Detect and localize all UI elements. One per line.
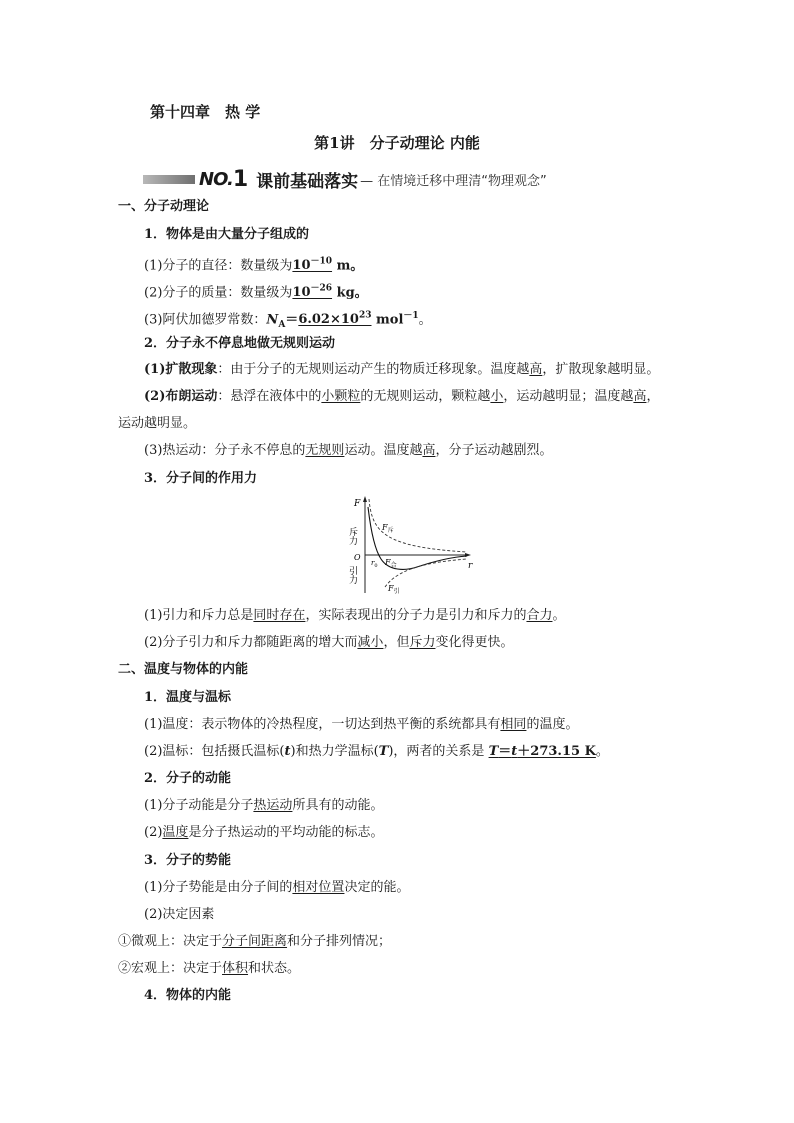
f-net-label: $F_合$ (385, 558, 397, 569)
text: 运动。温度越 (344, 443, 423, 458)
text: (2)分子的质量：数量级为 (144, 285, 293, 301)
banner-no: NO. (199, 168, 233, 190)
subsection-title: 2．分子的动能 (144, 771, 232, 786)
text: ，分子运动越剧烈。 (435, 443, 553, 458)
blank-answer: 高 (529, 362, 543, 377)
exponent: －1 (403, 311, 419, 321)
paragraph-line (118, 933, 391, 951)
text: ，但 (383, 635, 410, 650)
text: 10 (292, 258, 311, 274)
subsection-title: 3．分子的势能 (144, 853, 232, 868)
text: (2)分子引力和斥力都随距离的增大而 (144, 635, 358, 650)
symbol: t (284, 744, 291, 759)
blank-answer: 合力 (526, 608, 553, 623)
paragraph-line (144, 716, 578, 734)
x-axis-label: r (468, 561, 473, 571)
banner-bar (143, 175, 195, 184)
blank-answer: 体积 (222, 961, 249, 976)
blank-answer: 减小 (357, 635, 384, 650)
text: 。 (595, 744, 609, 759)
text: (2) (144, 825, 163, 840)
paragraph-line (144, 442, 552, 460)
text: 是分子热运动的平均动能的标志。 (188, 825, 384, 840)
subscript: A (278, 319, 286, 330)
text: 决定的能。 (344, 880, 410, 895)
banner-subtitle: — 在情境迁移中理清“物理观念” (360, 173, 547, 189)
paragraph-line (144, 253, 363, 275)
text: 。 (552, 608, 566, 623)
paragraph-line (144, 879, 409, 897)
blank-answer: 高 (633, 389, 647, 404)
text: ， (646, 389, 660, 404)
symbol: T (488, 744, 499, 759)
banner-title: 课前基础落实 (256, 171, 359, 192)
text: 的温度。 (526, 717, 579, 732)
text: ②宏观上：决定于 (118, 961, 223, 976)
blank-answer: 相同 (500, 717, 527, 732)
molecule-mass (292, 285, 332, 300)
text: )，两者的关系是 (388, 744, 489, 759)
subsection-title: 1．温度与温标 (144, 690, 232, 705)
text: 所具有的动能。 (292, 798, 384, 813)
text: (1)温度：表示物体的冷热程度，一切达到热平衡的系统都具有 (144, 717, 501, 732)
exponent: －10 (310, 257, 333, 267)
text: (1)分子的直径：数量级为 (144, 258, 293, 274)
text: (2)温标：包括摄氏温标( (144, 744, 285, 759)
subsection-title: 4．物体的内能 (144, 988, 232, 1003)
text: )和热力学温标( (290, 744, 379, 759)
text: 变化得更快。 (435, 635, 514, 650)
section-heading-1: 一、分子动理论 (118, 199, 210, 214)
text: ，运动越明显；温度越 (503, 389, 634, 404)
blank-answer: 同时存在 (253, 608, 306, 623)
paragraph-line (144, 634, 513, 652)
text: ＋273.15 K (517, 744, 596, 759)
symbol: t (511, 744, 518, 759)
paragraph-line (144, 824, 383, 842)
exponent: －26 (310, 284, 333, 294)
origin-label: O (354, 553, 361, 562)
paragraph-line (144, 280, 368, 302)
paragraph-line (144, 607, 565, 625)
text: 和状态。 (248, 961, 301, 976)
text: 和分子排列情况； (287, 934, 392, 949)
molecule-diameter (292, 258, 332, 273)
term-label: (1)扩散现象 (144, 362, 218, 377)
subsection-title: 2．分子永不停息地做无规则运动 (144, 336, 336, 351)
lecture-title: 第1讲 分子动理论 内能 (314, 134, 480, 152)
unit: m。 (332, 258, 364, 274)
paragraph-line: 运动越明显。 (118, 416, 197, 431)
unit: mol (371, 312, 404, 328)
y-axis-label: F (354, 499, 361, 509)
text: ，实际表现出的分子力是引力和斥力的 (305, 608, 527, 623)
y-axis-arrow (363, 496, 367, 502)
temperature-formula (489, 744, 596, 759)
blank-answer: 温度 (162, 825, 189, 840)
blank-answer: 斥力 (409, 635, 436, 650)
paragraph-line (144, 797, 383, 815)
text: 的无规则运动，颗粒越 (360, 389, 491, 404)
molecular-force-figure (345, 493, 475, 598)
paragraph-line: (2)决定因素 (144, 907, 215, 922)
unit: kg。 (332, 285, 368, 301)
f-repulsion-label: $F_斥$ (382, 523, 394, 534)
subsection-title: 3．分子间的作用力 (144, 471, 258, 486)
blank-answer: 分子间距离 (222, 934, 288, 949)
chapter-title: 第十四章 热 学 (150, 103, 261, 121)
term-label: (2)布朗运动 (144, 389, 218, 404)
subsection-title: 1．物体是由大量分子组成的 (144, 227, 310, 242)
r0-label: $r_0$ (371, 559, 378, 569)
avogadro-value (298, 312, 371, 327)
text: (1)引力和斥力总是 (144, 608, 254, 623)
blank-answer: 热运动 (253, 798, 293, 813)
text: (3)热运动：分子永不停息的 (144, 443, 306, 458)
text: (3)阿伏加德罗常数： (144, 312, 267, 328)
attraction-label: 引力 (347, 566, 357, 584)
paragraph-line (144, 307, 432, 334)
blank-answer: 小 (490, 389, 504, 404)
symbol: N (266, 312, 279, 328)
text: 10 (292, 285, 311, 301)
paragraph-line (118, 960, 300, 978)
text: ：由于分子的无规则运动产生的物质迁移现象。温度越 (217, 362, 530, 377)
blank-answer: 小颗粒 (321, 389, 361, 404)
paragraph-line (144, 743, 609, 761)
attraction-curve (385, 559, 467, 587)
exponent: 23 (358, 311, 372, 321)
text: ＝ (285, 312, 299, 328)
section-banner (143, 166, 547, 192)
paragraph-line (144, 388, 659, 406)
blank-answer: 相对位置 (292, 880, 345, 895)
text: 6.02×10 (298, 312, 359, 328)
text: ①微观上：决定于 (118, 934, 223, 949)
text: ：悬浮在液体中的 (217, 389, 322, 404)
blank-answer: 无规则 (305, 443, 345, 458)
f-attraction-label: $F_引$ (388, 584, 400, 595)
section-heading-2: 二、温度与物体的内能 (118, 662, 249, 677)
net-force-curve (368, 507, 467, 569)
text: (1)分子动能是分子 (144, 798, 254, 813)
repulsion-label: 斥力 (347, 527, 357, 545)
text: ，扩散现象越明显。 (542, 362, 660, 377)
text: ＝ (498, 744, 512, 759)
text: (1)分子势能是由分子间的 (144, 880, 293, 895)
banner-number: 1 (232, 166, 249, 192)
blank-answer: 高 (422, 443, 436, 458)
paragraph-line (144, 361, 659, 379)
symbol: T (378, 744, 389, 759)
text: 。 (418, 312, 432, 328)
